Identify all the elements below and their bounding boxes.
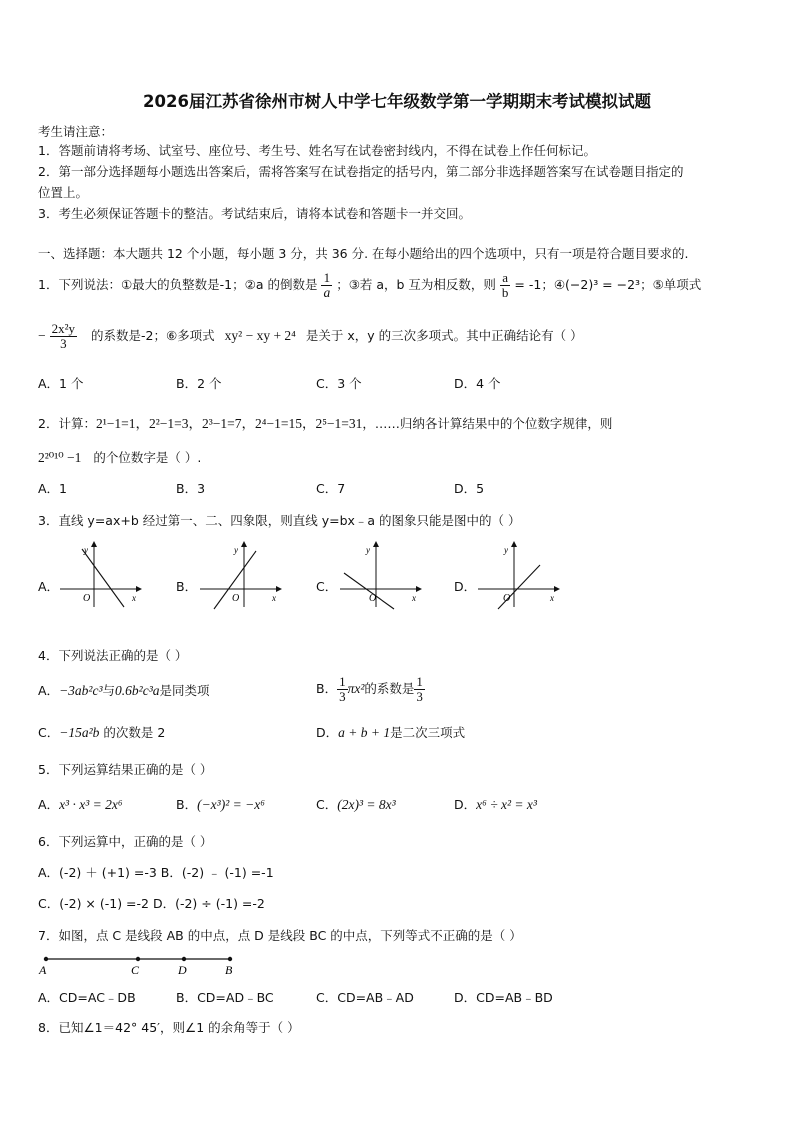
axis-x-label: x [550,593,554,603]
q7-option-a: A．CD=AC﹣DB [38,990,136,1005]
q3-graph-a [56,541,142,611]
q3-option-d-label: D． [454,579,477,594]
q3-option-c-label: C． [316,579,338,594]
notice-item-2: 2．第一部分选择题每小题选出答案后，需将答案写在试卷指定的括号内，第二部分非选择题答案写在试卷题目指定的 [38,164,684,179]
q7-line-segment-figure [36,952,246,978]
question-1-line-2 [38,320,583,352]
question-3-text: 3．直线 y=ax+b 经过第一、二、四象限，则直线 y=bx﹣a 的图象只能是图中的（ ） [38,513,521,528]
q4-option-b: B． $\frac{1}{3}$ πx²的系数是 $\frac{1}{3}$ [316,674,423,704]
q2-calculations: 2¹−1=1，2²−1=3，2³−1=7，2⁴−1=15，2⁵−1=31 [95,416,363,431]
question-4-text: 4．下列说法正确的是（ ） [38,648,188,663]
q4-b-fraction: $\frac{1}{3}$ [339,674,346,704]
axis-y-label: y [366,545,370,555]
origin-label: O [503,593,511,604]
q1-option-b: B．2 个 [176,376,222,391]
q1-fraction-2: $\frac{a}{b}$ [501,270,509,300]
question-8-text: 8．已知∠1＝42° 45′，则∠1 的余角等于（ ） [38,1020,300,1035]
q2-option-b: B．3 [176,481,206,496]
origin-label: O [369,593,377,604]
question-5-text: 5．下列运算结果正确的是（ ） [38,762,213,777]
q5-option-c: C．(2x)³ = 8x³ [316,797,396,812]
axis-y-label: y [234,545,238,555]
q1-polynomial: xy² − xy + 2⁴ [224,328,296,343]
notice-heading: 考生请注意： [38,124,114,139]
q1-option-a: A．1 个 [38,376,84,391]
q1-text-1: 1．下列说法：①最大的负整数是-1；②a 的倒数是 [38,277,318,292]
q6-options-row-1: A．(-2) ＋ (+1) =-3 B．(-2) ﹣ (-1) =-1 [38,865,274,880]
point-c-label: C [131,963,140,977]
q7-option-c: C．CD=AB﹣AD [316,990,414,1005]
q4-option-a: A．−3ab²c³与0.6b²c³a是同类项 [38,683,210,698]
q5-option-d: D．x⁶ ÷ x² = x³ [454,797,537,812]
q4-b-fraction-2: $\frac{1}{3}$ [416,674,423,704]
q3-graph-b [196,541,282,611]
axis-x-label: x [272,593,276,603]
origin-label: O [83,593,91,604]
notice-item-2-cont: 位置上。 [38,185,89,200]
q2-text-2: ，……归纳各计算结果中的个位数字规律，则 [362,416,613,431]
q1-text-5: 是关于 x，y 的三次多项式。其中正确结论有（ ） [305,328,583,343]
axis-y-label: y [504,545,508,555]
q2-option-c: C．7 [316,481,346,496]
point-a-label: A [39,963,47,977]
q1-text-3: = -1；④(−2)³ = −2³；⑤单项式 [514,277,702,292]
q5-option-a: A．x³ · x³ = 2x⁶ [38,797,123,812]
q1-text-4: 的系数是-2；⑥多项式 [91,328,215,343]
q7-option-d: D．CD=AB﹣BD [454,990,553,1005]
section-heading: 一、选择题：本大题共 12 个小题，每小题 3 分，共 36 分. 在每小题给出的四个选项中，只有一项是符合题目要求的. [38,246,689,261]
q2-option-a: A．1 [38,481,68,496]
question-7-text: 7．如图，点 C 是线段 AB 的中点，点 D 是线段 BC 的中点，下列等式不正确的是（ ） [38,928,522,943]
q1-minus-sign: − [38,328,46,343]
point-d-label: D [178,963,187,977]
axis-x-label: x [412,593,416,603]
axis-x-label: x [132,593,136,603]
q4-option-c: C．−15a²b 的次数是 2 [38,725,166,740]
q3-graph-d [474,541,560,611]
notice-item-3: 3．考生必须保证答题卡的整洁。考试结束后，请将本试卷和答题卡一并交回。 [38,206,471,221]
notice-item-1: 1．答题前请将考场、试室号、座位号、考生号、姓名写在试卷密封线内，不得在试卷上作任何标记。 [38,143,596,158]
q3-option-b-label: B． [176,579,198,594]
q2-option-d: D．5 [454,481,485,496]
q7-option-b: B．CD=AD﹣BC [176,990,274,1005]
q1-option-c: C．3 个 [316,376,362,391]
q2-text-1: 2．计算： [38,416,96,431]
q5-option-b: B．(−x³)² = −x⁶ [176,797,265,812]
question-1-line-1 [38,270,701,300]
q4-option-d: D．a + b + 1是二次三项式 [316,725,466,740]
question-2-line-2 [38,448,201,466]
point-b-label: B [225,963,233,977]
q3-graph-c [336,541,422,611]
question-2-line-1 [38,412,612,432]
q3-option-a-label: A． [38,579,60,594]
q1-option-d: D．4 个 [454,376,501,391]
q6-options-row-2: C．(-2) × (-1) =-2 D．(-2) ÷ (-1) =-2 [38,896,265,911]
q1-text-2: ；③若 a，b 互为相反数，则 [336,277,496,292]
page-title: 2026届江苏省徐州市树人中学七年级数学第一学期期末考试模拟试题 [143,92,651,111]
q1-fraction-1: $\frac{1}{a}$ [323,270,331,300]
q2-expression: 2²⁰¹⁰ −1 [38,450,82,465]
q2-text-3: 的个位数字是（ ）. [93,450,202,465]
origin-label: O [232,593,240,604]
q1-fraction-3: $\frac{\text{2x²y}}{3}$ [51,321,76,351]
axis-y-label: y [84,545,88,555]
question-6-text: 6．下列运算中，正确的是（ ） [38,834,213,849]
